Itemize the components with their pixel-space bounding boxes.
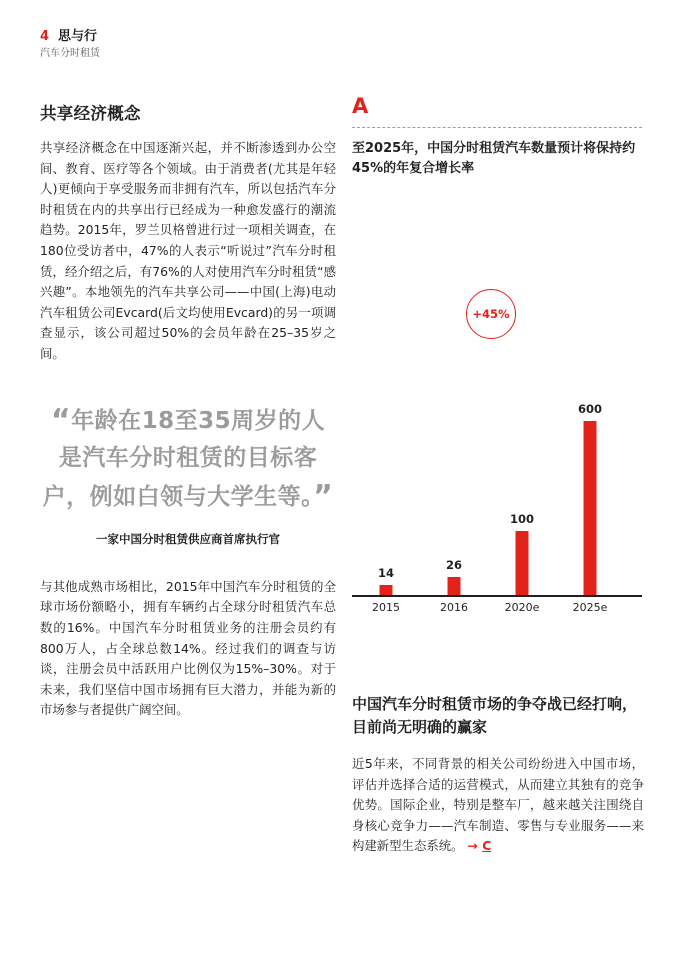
section-title: 共享经济概念	[40, 104, 141, 123]
chart-x-tick-labels	[352, 601, 642, 614]
quote-open-mark: “	[50, 402, 72, 438]
left-column	[40, 100, 336, 721]
chart-plot-area	[352, 197, 642, 597]
chart-title: 至2025年，中国分时租赁汽车数量预计将保持约45%的年复合增长率	[352, 141, 636, 177]
bar-value-2015: 14	[377, 566, 395, 581]
bar-2016	[448, 577, 461, 595]
bar-value-2020e: 100	[509, 512, 535, 527]
page-number: 4	[40, 29, 50, 44]
body-paragraph-1: 共享经济概念在中国逐渐兴起，并不断渗透到办公空间、教育、医疗等各个领域。由于消费者(尤其是年轻人)更倾向于享受服务而非拥有汽车，所以包括汽车分时租赁在内的共享出行已经成为一种愈发盛行的潮流趋势。2015年，罗兰贝格曾进行过一项相关调查，在180位受访者中，47%的人表示“听说过”汽车分时租赁，经介绍之后，有76%的人对使用汽车分时租赁“感兴趣”。本地领先的汽车共享公司——中国(上海)电动汽车租赁公司Evcard(后文均使用Evcard)的另一项调查显示，该公司超过50%的会员年龄在25–35岁之间。	[40, 140, 336, 361]
bar-value-2016: 26	[445, 558, 463, 573]
bar-group-2016	[420, 199, 488, 595]
chart-x-axis	[352, 595, 642, 597]
right-paragraph	[352, 754, 644, 857]
cagr-annotation-text: +45%	[472, 307, 510, 322]
cross-reference-link[interactable]	[467, 838, 491, 853]
x-tick-2016: 2016	[440, 601, 468, 615]
arrow-icon: →	[467, 838, 478, 854]
sub-heading: 中国汽车分时租赁市场的争夺战已经打响，目前尚无明确的赢家	[352, 695, 638, 736]
x-tick-2025e: 2025e	[572, 601, 608, 615]
chart-label-letter: A	[352, 94, 369, 118]
header-line	[40, 30, 340, 43]
header-title: 思与行	[58, 29, 98, 44]
x-tick-2020e: 2020e	[504, 601, 540, 615]
header-subtitle: 汽车分时租赁	[40, 48, 100, 59]
page-header	[40, 30, 340, 60]
dashed-divider	[352, 127, 642, 128]
pull-quote-text: 年龄在18至35周岁的人是汽车分时租赁的目标客户，例如白领与大学生等。	[42, 407, 326, 511]
pull-quote	[40, 399, 336, 519]
bar-2015	[380, 585, 393, 595]
bar-group-2020e	[488, 199, 556, 595]
bar-chart	[352, 197, 642, 637]
quote-close-mark: ”	[313, 479, 334, 515]
bar-value-2025e: 600	[577, 402, 603, 417]
right-column	[352, 96, 642, 637]
right-paragraph-text: 近5年来，不同背景的相关公司纷纷进入中国市场，评估并选择合适的运营模式，从而建立其独有的竞争优势。国际企业，特别是整车厂，越来越关注围绕自身核心竞争力——汽车制造、零售与专业服务——来构建新型生态系统。	[352, 756, 644, 854]
quote-attribution: 一家中国分时租赁供应商首席执行官	[96, 531, 280, 546]
right-bottom-block	[352, 693, 644, 857]
body-paragraph-2: 与其他成熟市场相比，2015年中国汽车分时租赁的全球市场份额略小，拥有车辆约占全球分时租赁汽车总数的16%。中国汽车分时租赁业务的注册会员约有800万人，占全球总数14%。经过我们的调查与访谈，注册会员中活跃用户比例仅为15%–30%。对于未来，我们坚信中国市场拥有巨大潜力，并能为新的市场参与者提供广阔空间。	[40, 578, 336, 718]
bar-group-2025e	[556, 199, 624, 595]
cross-reference-letter: C	[482, 838, 492, 854]
x-tick-2015: 2015	[372, 601, 400, 615]
bar-2020e	[516, 531, 529, 595]
left-bottom-block	[40, 577, 336, 721]
bar-group-2015	[352, 199, 420, 595]
bar-2025e	[584, 421, 597, 595]
